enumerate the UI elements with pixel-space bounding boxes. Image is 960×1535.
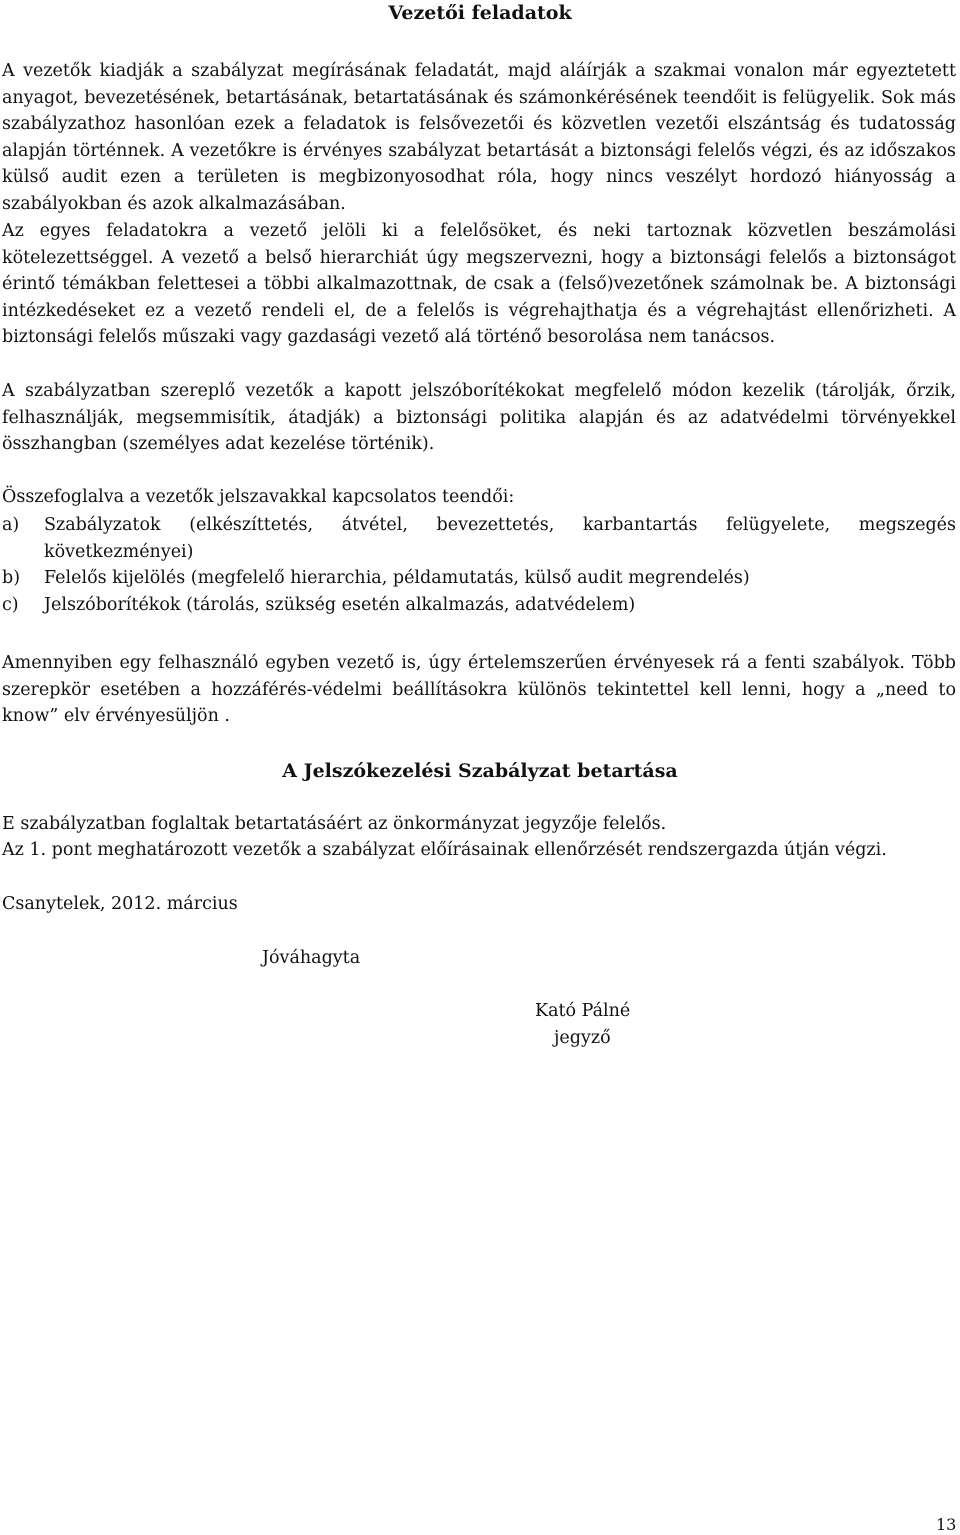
list-item (2, 592, 956, 619)
summary-heading: Összefoglalva a vezetők jelszavakkal kapcsolatos teendői: (2, 487, 515, 507)
list-item-label: b) (2, 568, 21, 588)
list-item-label: c) (2, 594, 19, 615)
paragraph-compliance: E szabályzatban foglaltak betartatásáért az önkormányzat jegyzője felelős. (2, 814, 667, 834)
list-item-text: Jelszóborítékok (tárolás, szükség esetén alkalmazás, adatvédelem) (44, 594, 636, 615)
page-title: Vezetői feladatok (388, 2, 572, 24)
section-title: A Jelszókezelési Szabályzat betartása (282, 760, 678, 782)
paragraph-responsibles: Az egyes feladatokra a vezető jelöli ki a felelősöket, és neki tartoznak közvetlen beszámolási kötelezettséggel. A vezető a belső hierarchiát úgy megszervezni, hogy a biztonsági felelős a biztonságot érintő témákban felettesei a többi alkalmazottnak, de csak a (felső)vezetőnek számolnak be. A biztonsági intézkedéseket ez a vezető rendeli el, de a felelős is végrehajthatja és a végrehajtást ellenőrizheti. A biztonsági felelős műszaki vagy gazdasági vezető alá történő besorolása nem tanácsos. (2, 221, 956, 347)
task-list (2, 512, 956, 618)
paragraph-password-envelopes: A szabályzatban szereplő vezetők a kapott jelszóborítékokat megfelelő módon kezelik (tárolják, őrzik, felhasználják, megsemmisítik, átadják) a biztonsági politika alapján és az adatvédelmi törvényekkel összhangban (személyes adat kezelése történik). (2, 381, 956, 454)
list-item-text: Felelős kijelölés (megfelelő hierarchia, példamutatás, külső audit megrendelés) (44, 568, 750, 588)
list-item-text: Szabályzatok (elkészíttetés, átvétel, bevezettetés, karbantartás felügyelete, megszegés következményei) (44, 515, 956, 562)
paragraph-control: Az 1. pont meghatározott vezetők a szabályzat előírásainak ellenőrzését rendszergazda útján végzi. (2, 840, 887, 860)
place-date: Csanytelek, 2012. március (2, 894, 238, 914)
list-item (2, 565, 956, 592)
list-item-label: a) (2, 515, 20, 535)
paragraph-leaders-tasks: A vezetők kiadják a szabályzat megírásának feladatát, majd aláírják a szakmai vonalon már egyeztetett anyagot, bevezetésének, betartásának, betartatásának és számonkérésének teendőit is felügyelik. Sok más szabályzathoz hasonlóan ezek a feladatok is felsővezetői és közvetlen vezetői elszántság és tudatosság alapján történnek. A vezetőkre is érvényes szabályzat betartását a biztonsági felelős végzi, és az időszakos külső audit ezen a területen is megbizonyosodhat róla, hogy nincs veszélyt hordozó hiányosság a szabályokban és azok alkalmazásában. (2, 61, 956, 214)
paragraph-multiple-roles: Amennyiben egy felhasználó egyben vezető is, úgy értelemszerűen érvényesek rá a fenti szabályok. Több szerepkör esetében a hozzáférés-védelmi beállításokra különös tekintettel kell lenni, hogy a „need to know” elv érvényesüljön . (2, 653, 956, 726)
page-number: 13 (936, 1515, 957, 1534)
signer-name: Kató Pálné (535, 1001, 631, 1021)
list-item (2, 512, 956, 565)
approved-label: Jóváhagyta (262, 948, 361, 968)
signer-role: jegyző (554, 1028, 611, 1048)
